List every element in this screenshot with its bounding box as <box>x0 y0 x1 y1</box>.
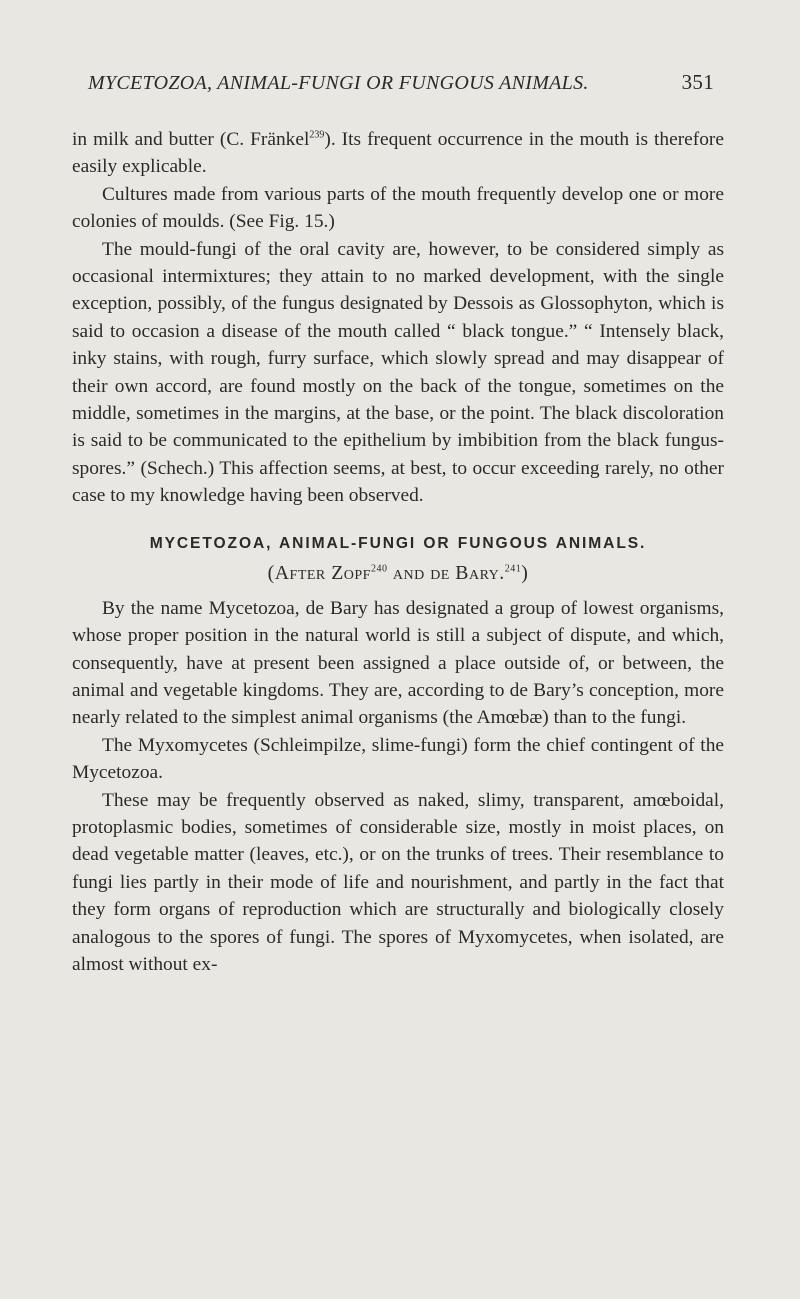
page-number: 351 <box>681 70 714 94</box>
paragraph-cultures: Cultures made from various parts of the mouth frequently develop one or more colonies of moulds. (See Fig. 15.) <box>72 183 724 233</box>
section-subheading <box>72 562 724 585</box>
running-title: MYCETOZOA, ANIMAL-FUNGI OR FUNGOUS ANIMALS. <box>88 72 589 94</box>
footnote-ref: 240 <box>370 563 388 575</box>
footnote-ref: 241 <box>504 563 522 575</box>
running-head <box>88 70 714 95</box>
paragraph-milk-butter <box>72 126 724 181</box>
footnote-ref: 239 <box>309 129 325 141</box>
page-body <box>72 126 724 978</box>
paragraph-mycetozoa-name: By the name Mycetozoa, de Bary has designated a group of lowest organisms, whose proper position in the natural world is still a subject of dispute, and which, consequently, have at present been assigned a place outside of, or between, the animal and vegetable kingdoms. They are, according to de Bary’s conception, more nearly related to the simplest animal organisms (the Amœbæ) than to the fungi. <box>72 597 724 729</box>
section-heading: MYCETOZOA, ANIMAL-FUNGI OR FUNGOUS ANIMALS. <box>149 534 647 552</box>
paragraph-text: ). Its frequent occurrence in the mouth is therefore easily explicable. <box>72 129 724 178</box>
paragraph-mould-fungi: The mould-fungi of the oral cavity are, however, to be considered simply as occasional intermixtures; they attain to no marked development, with the single exception, possibly, of the fungus designated by Dessois as Glossophyton, which is said to occasion a disease of the mouth called “ black tongue.” “ Intensely black, inky stains, with rough, furry surface, which slowly spread and may disappear of their own accord, are found mostly on the back of the tongue, sometimes on the middle, sometimes in the margins, at the base, or the point. The black discoloration is said to be communicated to the epithelium by imbibition from the black fungus-spores.” (Schech.) This affection seems, at best, to occur exceeding rarely, no other case to my knowledge having been observed. <box>72 238 724 507</box>
subheading-text: (After Zopf <box>267 561 371 584</box>
paragraph-myxomycetes: The Myxomycetes (Schleimpilze, slime-fungi) form the chief contingent of the Mycetozoa. <box>72 734 724 784</box>
paragraph-text: in milk and butter (C. Fränkel <box>72 129 310 150</box>
subheading-text: ) <box>521 561 529 584</box>
paragraph-naked-bodies: These may be frequently observed as naked, slimy, transparent, amœboidal, protoplasmic bodies, sometimes of considerable size, mostly in moist places, on dead vegetable matter (leaves, etc.), or on the trunks of trees. Their resemblance to fungi lies partly in their mode of life and nourishment, and partly in the fact that they form organs of reproduction which are structurally and biologically closely analogous to the spores of fungi. The spores of Myxomycetes, when isolated, are almost without ex- <box>72 789 724 975</box>
subheading-text: and de Bary. <box>387 561 505 584</box>
